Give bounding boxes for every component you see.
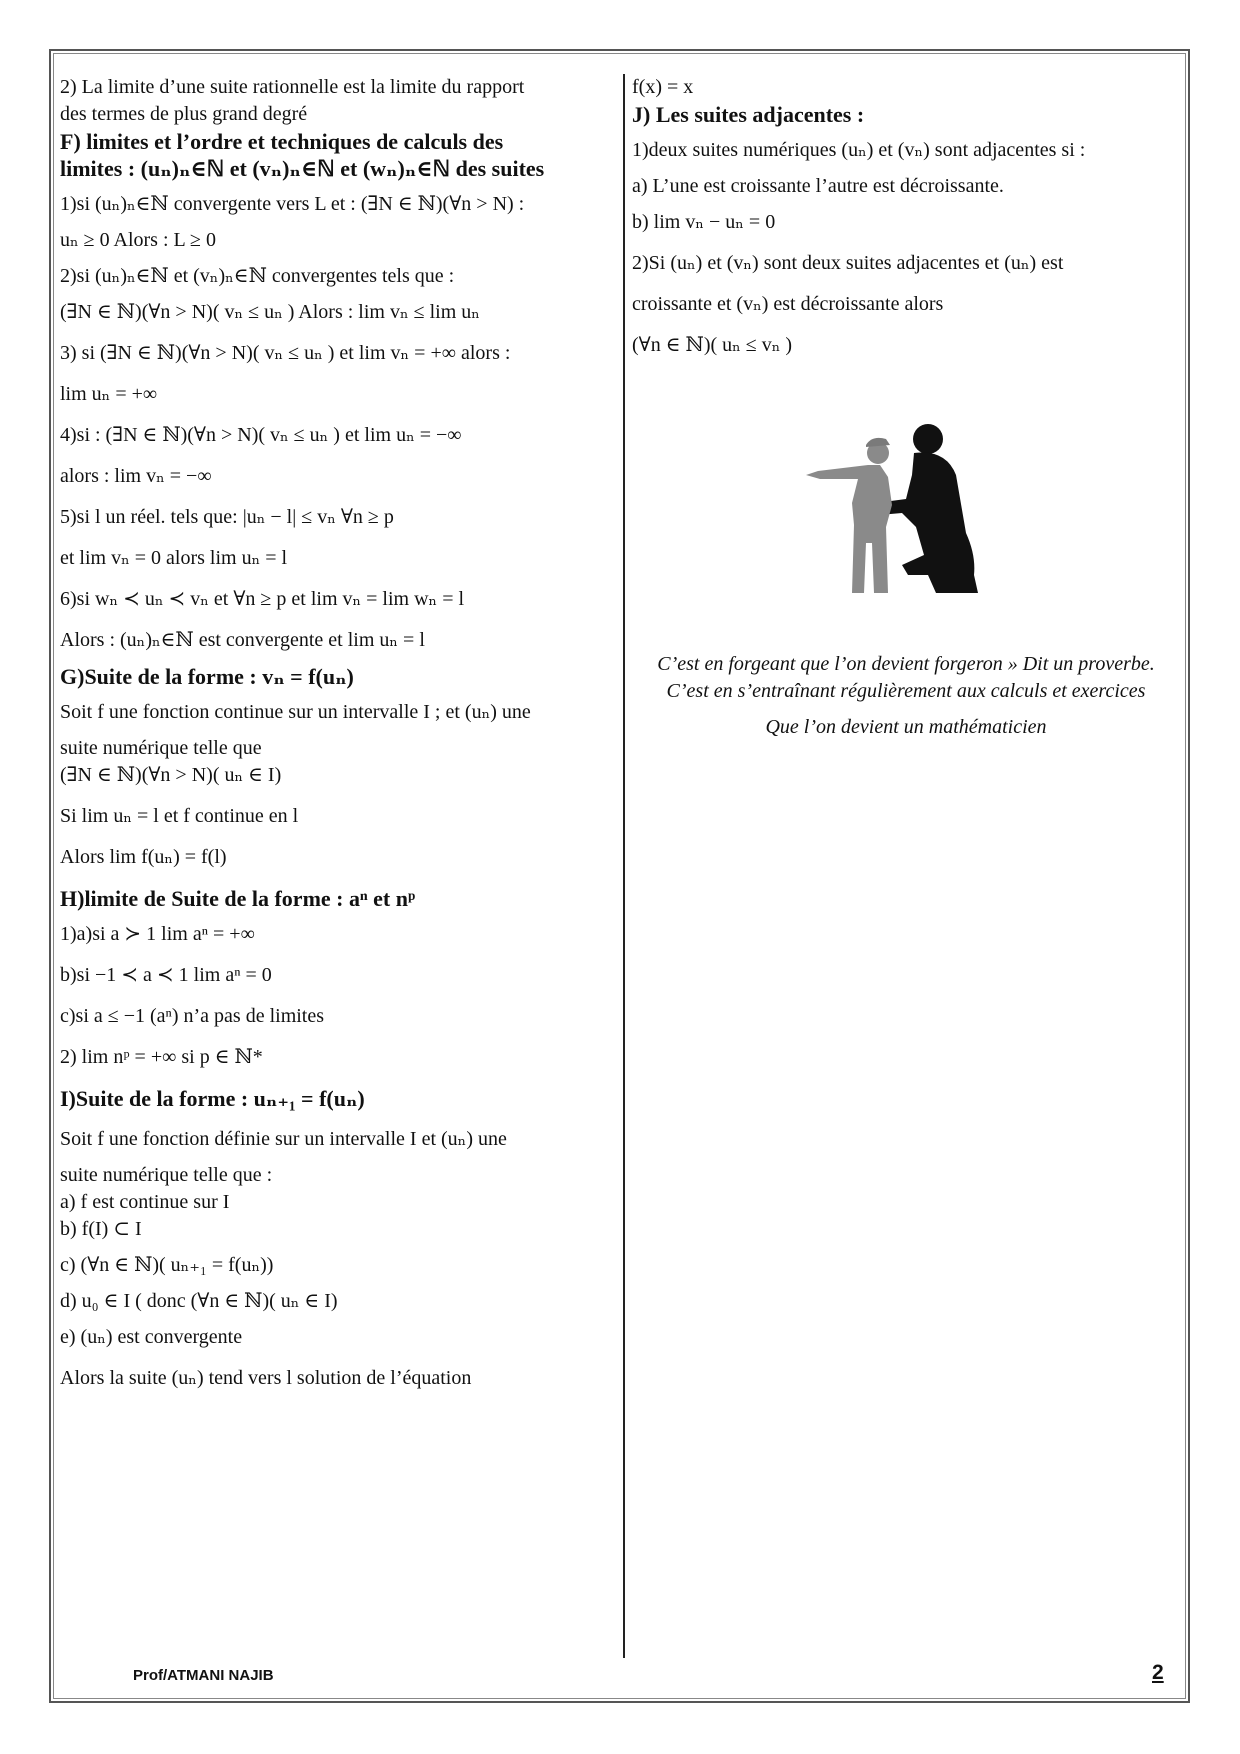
text-line: e) (uₙ) est convergente [60,1326,243,1348]
text-line: 2) lim nᵖ = +∞ si p ∈ ℕ* [60,1046,263,1068]
text-line: des termes de plus grand degré [60,103,308,125]
text-line: 2)si (uₙ)ₙ∈ℕ et (vₙ)ₙ∈ℕ convergentes tels que : [60,265,455,287]
text-line: 3) si (∃N ∈ ℕ)(∀n > N)( vₙ ≤ uₙ ) et lim vₙ = +∞ alors : [60,342,511,364]
text-line: (∃N ∈ ℕ)(∀n > N)( uₙ ∈ I) [60,764,282,786]
text-line: suite numérique telle que : [60,1164,273,1186]
text-line: b)si −1 ≺ a ≺ 1 lim aⁿ = 0 [60,964,272,986]
text-line: Si lim uₙ = l et f continue en l [60,805,299,827]
text-line: et lim vₙ = 0 alors lim uₙ = l [60,547,288,569]
section-heading-i: I)Suite de la forme : uₙ₊₁ = f(uₙ) [60,1086,365,1111]
section-heading-h: H)limite de Suite de la forme : aⁿ et nᵖ [60,886,416,911]
text-line: b) lim vₙ − uₙ = 0 [632,211,776,233]
text-line: lim uₙ = +∞ [60,383,158,405]
text-line: uₙ ≥ 0 Alors : L ≥ 0 [60,229,216,251]
text-line: 1)si (uₙ)ₙ∈ℕ convergente vers L et : (∃N ∈ ℕ)(∀n > N) : [60,193,525,215]
quote-line: Que l’on devient un mathématicien [765,716,1047,738]
section-heading-g: G)Suite de la forme : vₙ = f(uₙ) [60,664,354,689]
section-heading-f: F) limites et l’ordre et techniques de calculs des [60,129,504,154]
adult-silhouette [876,424,978,593]
text-line: Alors lim f(uₙ) = f(l) [60,846,227,868]
text-line: f(x) = x [632,76,694,98]
text-line: b) f(I) ⊂ I [60,1218,142,1240]
text-line: 1)deux suites numériques (uₙ) et (vₙ) sont adjacentes si : [632,139,1086,161]
author-credit: Prof/ATMANI NAJIB [133,1667,274,1684]
child-silhouette [806,438,892,593]
right-column [632,74,1180,741]
text-line: 2) La limite d’une suite rationnelle est la limite du rapport [60,76,525,98]
text-line: suite numérique telle que [60,737,262,759]
text-line: 2)Si (uₙ) et (vₙ) sont deux suites adjacentes et (uₙ) est [632,252,1064,274]
text-line: (∀n ∈ ℕ)( uₙ ≤ vₙ ) [632,334,793,356]
column-divider [623,74,625,1658]
page-number: 2 [1152,1661,1164,1684]
section-heading-j: J) Les suites adjacentes : [632,102,865,127]
text-line: Soit f une fonction définie sur un intervalle I et (uₙ) une [60,1128,507,1150]
text-line: a) L’une est croissante l’autre est décroissante. [632,175,1004,197]
text-line: Soit f une fonction continue sur un intervalle I ; et (uₙ) une [60,701,531,723]
text-line: 4)si : (∃N ∈ ℕ)(∀n > N)( vₙ ≤ uₙ ) et lim uₙ = −∞ [60,424,462,446]
section-heading-f-cont: limites : (uₙ)ₙ∈ℕ et (vₙ)ₙ∈ℕ et (wₙ)ₙ∈ℕ des suites [60,156,545,181]
text-line: 1)a)si a ≻ 1 lim aⁿ = +∞ [60,923,255,945]
quote-line: C’est en s’entraînant régulièrement aux calculs et exercices [666,680,1146,702]
left-column [60,74,616,1392]
text-line: a) f est continue sur I [60,1191,230,1213]
text-line: c)si a ≤ −1 (aⁿ) n’a pas de limites [60,1005,325,1027]
text-line: Alors : (uₙ)ₙ∈ℕ est convergente et lim uₙ = l [60,629,425,651]
text-line: d) u₀ ∈ I ( donc (∀n ∈ ℕ)( uₙ ∈ I) [60,1290,338,1312]
text-line: 6)si wₙ ≺ uₙ ≺ vₙ et ∀n ≥ p et lim vₙ = lim wₙ = l [60,588,465,610]
text-line: alors : lim vₙ = −∞ [60,465,212,487]
text-line: Alors la suite (uₙ) tend vers l solution de l’équation [60,1367,472,1389]
father-child-silhouette-illustration [806,415,1006,605]
text-line: 5)si l un réel. tels que: |uₙ − l| ≤ vₙ ∀n ≥ p [60,506,394,528]
text-line: c) (∀n ∈ ℕ)( uₙ₊₁ = f(uₙ)) [60,1254,274,1276]
text-line: croissante et (vₙ) est décroissante alors [632,293,944,315]
text-line: (∃N ∈ ℕ)(∀n > N)( vₙ ≤ uₙ ) Alors : lim vₙ ≤ lim uₙ [60,301,480,323]
quote-line: C’est en forgeant que l’on devient forgeron » Dit un proverbe. [657,653,1155,675]
